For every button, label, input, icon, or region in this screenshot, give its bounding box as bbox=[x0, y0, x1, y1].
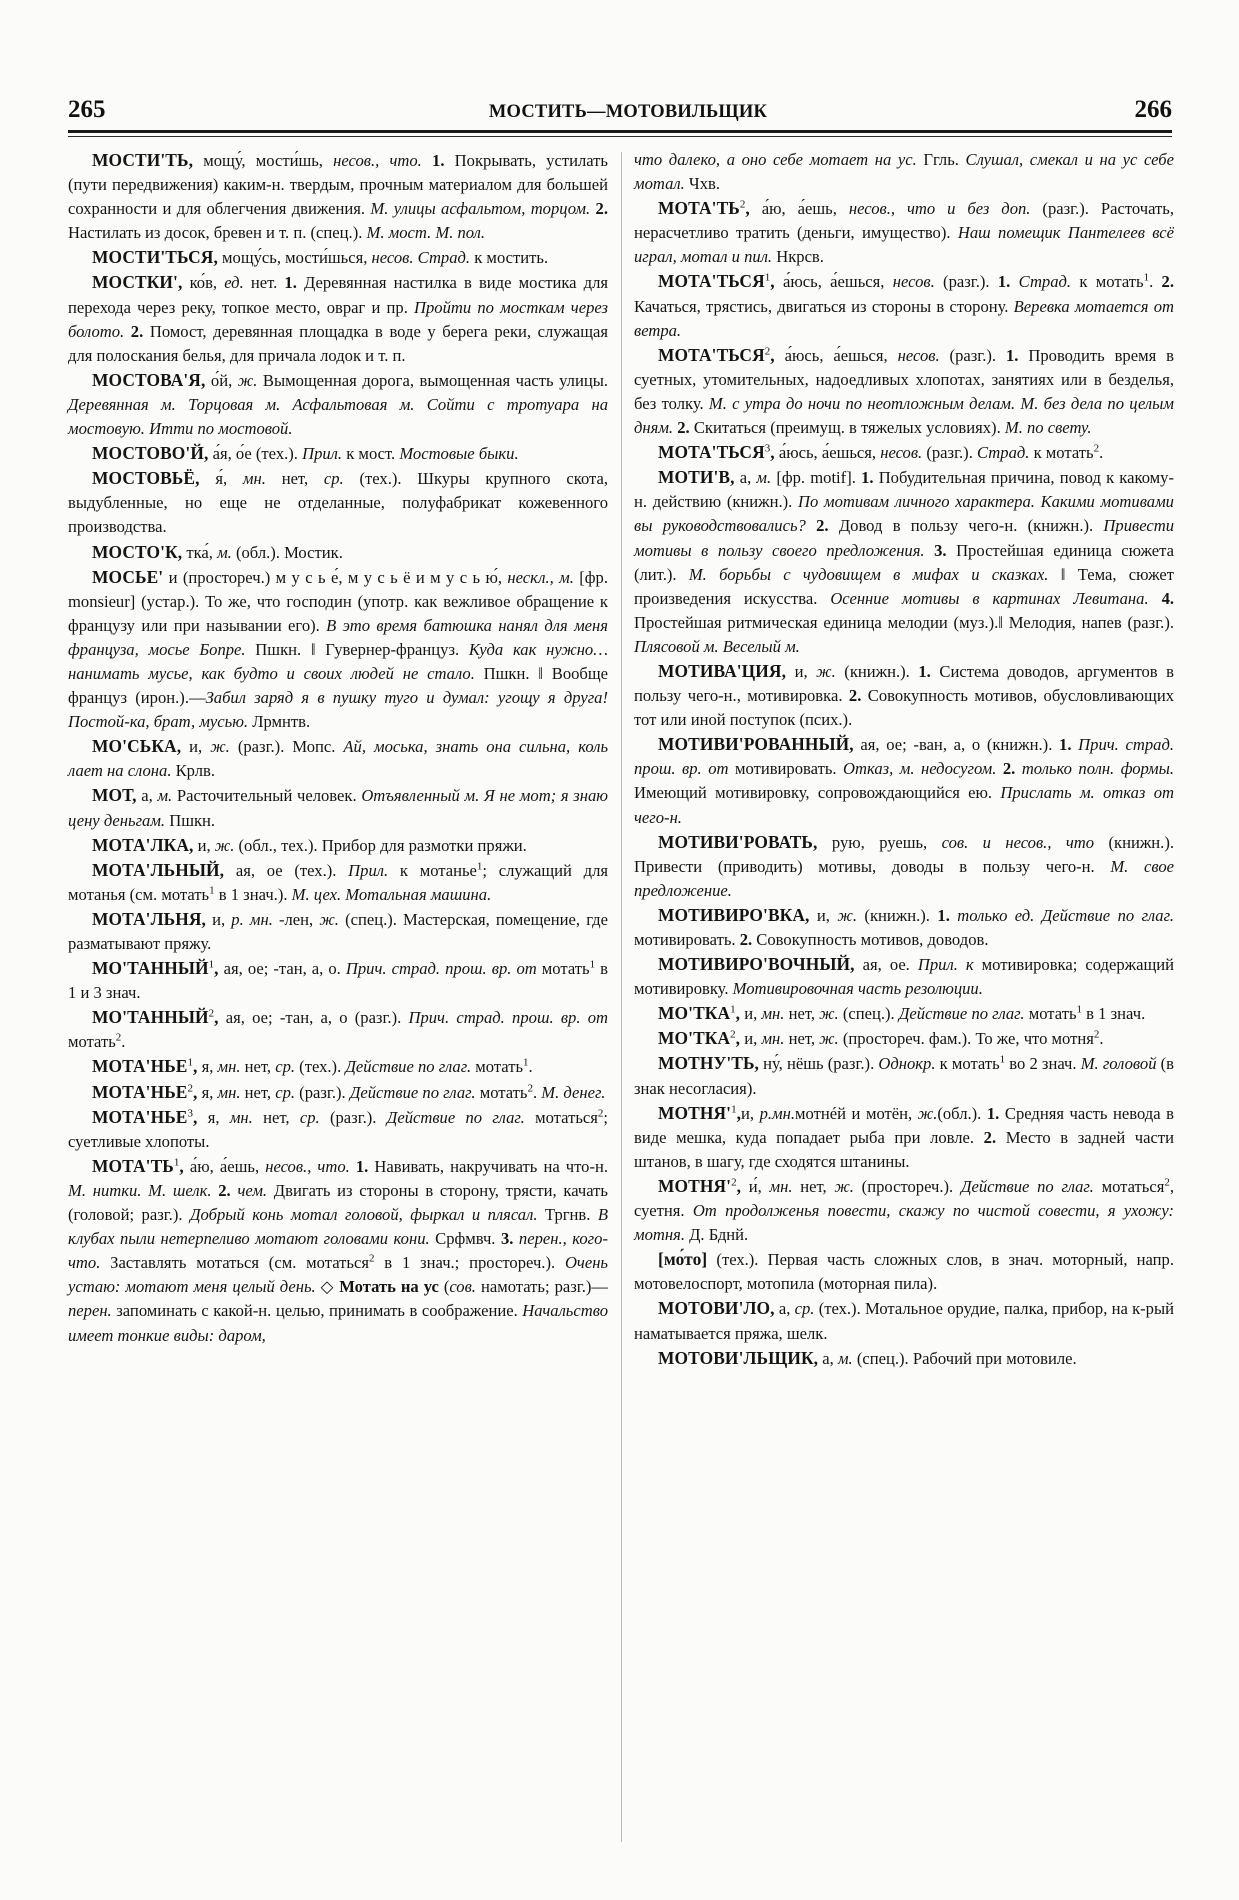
column-left bbox=[68, 148, 621, 1848]
dictionary-entry: МОСТИ'ТЬСЯ, мощу́сь, мости́шься, несов. Страд. к мостить. bbox=[92, 247, 549, 268]
folio-right: 266 bbox=[1134, 96, 1172, 123]
dictionary-entry: МО'ТКА$^2$, и, мн. нет, ж. (простореч. фам.). То же, что мотня$^2$. bbox=[658, 1028, 1104, 1049]
dictionary-entry: МОТА'НЬЕ$^3$, я, мн. нет, ср. (разг.). Действие по глаг. мотаться$^2$; суетливые хлопоты. bbox=[68, 1106, 609, 1151]
dictionary-entry: МОТИВИ'РОВАТЬ, рую, руешь, сов. и несов., что (книжн.). Привести (приводить) мотивы, доводы в пользу чего-н. М. свое предложение. bbox=[634, 831, 1175, 900]
dictionary-entry: МОТА'ЛКА, и, ж. (обл., тех.). Прибор для размотки пряжи. bbox=[92, 834, 527, 855]
dictionary-entry: [мо́то] (тех.). Первая часть сложных слов, в знач. моторный, напр. мотовелоспорт, мотопила (моторная пила). bbox=[634, 1249, 1174, 1294]
dictionary-entry: МОТА'ТЬСЯ$^2$, а́юсь, а́ешься, несов. (разг.). 1. Проводить время в суетных, утомительных, надоедливых хлопотах, занятиях или в безделья, без толку. М. с утра до ночи по неотложным делам. М. без дела по целым дням. 2. Скитаться (преимущ. в тяжелых условиях). М. по свету. bbox=[634, 344, 1174, 438]
dictionary-entry: МОТА'ЛЬНЯ, и, р. мн. -лен, ж. (спец.). Мастерская, помещение, где разматывают пряжу. bbox=[68, 908, 608, 953]
dictionary-entry: МОТИВА'ЦИЯ, и, ж. (книжн.). 1. Система доводов, аргументов в пользу чего-н., мотивировка. 2. Совокупность мотивов, обусловливающих тот или иной поступок (псих.). bbox=[634, 660, 1174, 730]
dictionary-entry: МО'ТКА$^1$, и, мн. нет, ж. (спец.). Действие по глаг. мотать$^1$ в 1 знач. bbox=[658, 1003, 1146, 1024]
running-title: МОСТИТЬ—МОТОВИЛЬЩИК bbox=[488, 101, 768, 122]
dictionary-entry: $МОТНЯ'^2$, и́, мн. нет, ж. (простореч.). Действие по глаг. мотаться$^2$, суетня. От продолженья повести, скажу по чистой совести, я ухожу: мотня. Д. Бднй. bbox=[634, 1175, 1175, 1245]
dictionary-entry: МОТОВИ'ЛЬЩИК, а, м. (спец.). Рабочий при мотовиле. bbox=[658, 1347, 1077, 1368]
dictionary-entry: $МОТА'ТЬ^2$, а́ю, а́ешь, несов., что и без доп. (разг.). Расточать, нерасчетливо тратить (деньги, имущество). Наш помещик Пантелеев всё играл, мотал и пил. Нкрсв. bbox=[634, 198, 1175, 267]
dictionary-entry: МОТНУ'ТЬ, ну́, нёшь (разг.). Однокр. к мотать$^1$ во 2 знач. М. головой (в знак несогласия). bbox=[634, 1053, 1175, 1098]
header-rule-thin bbox=[68, 136, 1172, 137]
dictionary-entry: МОТА'ТЬСЯ$^3$, а́юсь, а́ешься, несов. (разг.). Страд. к мотать$^2$. bbox=[658, 442, 1104, 463]
dictionary-entry: МОСТОВЬЁ, я́, мн. нет, ср. (тех.). Шкуры крупного скота, выдубленные, но еще не отделанные, полуфабрикат кожевенного производства. bbox=[68, 468, 608, 537]
dictionary-entry: $МОТНЯ'^1,и$, р.мн.мотнéй и мотён, ж.(обл.). 1. Средняя часть невода в виде мешка, куда попадает рыба при ловле. 2. Место в задней части штанов, в шагу, где сходятся штанины. bbox=[634, 1102, 1175, 1171]
dictionary-entry: МОТОВИ'ЛО, а, ср. (тех.). Мотальное орудие, палка, прибор, на к-рый наматывается пряжа, шелк. bbox=[634, 1298, 1175, 1343]
dictionary-entry: МОТИ'В, а, м. [фр. motif]. 1. Побудительная причина, повод к какому-н. действию (книжн.). По мотивам личного характера. Какими мотивами вы руководствовались? 2. Довод в пользу чего-н. (книжн.). Привести мотивы в пользу своего предложения. 3. Простейшая единица сюжета (лит.). М. борьбы с чудовищем в мифах и сказках. ‖ Тема, сюжет произведения искусства. Осенние мотивы в картинах Левитана. 4. Простейшая ритмическая единица мелодии (муз.).‖ Мелодия, напев (разг.). Плясовой м. Веселый м. bbox=[634, 467, 1175, 656]
dictionary-entry: МОТА'НЬЕ$^2$, я, мн. нет, ср. (разг.). Действие по глаг. мотать$^2$. М. денег. bbox=[92, 1081, 606, 1102]
dictionary-entry: МОТИВИРО'ВОЧНЫЙ, ая, ое. Прил. к мотивировка; содержащий мотивировку. Мотивировочная часть резолюции. bbox=[634, 954, 1175, 999]
dictionary-entry: МОСТОВО'Й, а́я, о́е (тех.). Прил. к мост. Мостовые быки. bbox=[92, 443, 519, 464]
dictionary-entry: МОСТИ'ТЬ, мощу́, мости́шь, несов., что. 1. Покрывать, устилать (пути передвижения) каким-н. твердым, прочным материалом для большей сохранности и для облегчения движения. М. улицы асфальтом, торцом. 2. Настилать из досок, бревен и т. п. (спец.). М. мост. М. пол. bbox=[68, 150, 609, 243]
header-rule-thick bbox=[68, 130, 1172, 133]
dictionary-entry: МОСТОВА'Я, о́й, ж. Вымощенная дорога, вымощенная часть улицы. Деревянная м. Торцовая м. Асфальтовая м. Сойти с тротуара на мостовую. Итти по мостовой. bbox=[68, 369, 608, 439]
dictionary-entry: $МОТА'ТЬ^1$, а́ю, а́ешь, несов., что. 1. Навивать, накручивать на что-н. М. нитки. М. шелк. 2. чем. Двигать из стороны в сторону, трясти, качать (головой; разг.). Добрый конь мотал головой, фыркал и плясал. Тргнв. В клубах пыли нетерпеливо мотают головами кони. Срфмвч. 3. перен., кого-что. Заставлять мотаться (см. мотаться$^2$ в 1 знач.; простореч.). Очень устаю: мотают меня целый день. ◇ Мотать на ус (сов. намотать; разг.)—перен. запоминать с какой-н. целью, принимать в соображение. Начальство имеет тонкие виды: даром, bbox=[68, 1155, 608, 1345]
dictionary-entry: МО'ТАННЫЙ$^2$, ая, ое; -тан, а, о (разг.). Прич. страд. прош. вр. от мотать$^2$. bbox=[68, 1007, 608, 1052]
two-column-body bbox=[68, 148, 1174, 1848]
dictionary-entry: МОТА'НЬЕ$^1$, я, мн. нет, ср. (тех.). Действие по глаг. мотать$^1$. bbox=[92, 1056, 533, 1077]
folio-left: 265 bbox=[68, 96, 106, 123]
dictionary-entry: МОТА'ТЬСЯ$^1$, а́юсь, а́ешься, несов. (разг.). 1. Страд. к мотать$^1$. 2. Качаться, трястись, двигаться из стороны в сторону. Веревка мотается от ветра. bbox=[634, 271, 1174, 340]
dictionary-entry: МОТ, а, м. Расточительный человек. Отъявленный м. Я не мот; я знаю цену деньгам. Пшкн. bbox=[68, 785, 608, 830]
dictionary-entry: МОСЬЕ' и (простореч.) м у с ь е́, м у с ь ё и м у с ь ю́, нескл., м. [фр. monsieur] (устар.). То же, что господин (употр. как вежливое обращение к французу или при назывании его). В это время батюшка нанял для меня француза, мосье Бопре. Пшкн. ‖ Гувернер-француз. Куда как нужно… нанимать мусье, как будто и своих людей не стало. Пшкн. ‖ Вообще француз (ирон.).—Забил заряд я в пушку туго и думал: угощу я друга! Постой-ка, брат, мусью. Лрмнтв. bbox=[68, 566, 608, 732]
dictionary-entry: МОСТО'К, тка́, м. (обл.). Мостик. bbox=[92, 541, 343, 562]
dictionary-entry: МОТА'ЛЬНЫЙ, ая, ое (тех.). Прил. к мотанье$^1$; служащий для мотанья (см. мотать$^1$ в 1 знач.). М. цех. Мотальная машина. bbox=[68, 859, 608, 904]
dictionary-entry: МОСТКИ', ко́в, ед. нет. 1. Деревянная настилка в виде мостика для перехода через реку, топкое место, овраг и пр. Пройти по мосткам через болото. 2. Помост, деревянная площадка в воде у берега реки, служащая для полоскания белья, для причала лодок и т. п. bbox=[68, 272, 609, 365]
dictionary-entry: МОТИВИ'РОВАННЫЙ, ая, ое; -ван, а, о (книжн.). 1. Прич. страд. прош. вр. от мотивировать. Отказ, м. недосугом. 2. только полн. формы. Имеющий мотивировку, сопровождающийся ею. Прислать м. отказ от чего-н. bbox=[634, 734, 1175, 827]
dictionary-entry: МОТИВИРО'ВКА, и, ж. (книжн.). 1. только ед. Действие по глаг. мотивировать. 2. Совокупность мотивов, доводов. bbox=[634, 904, 1175, 949]
running-head bbox=[68, 88, 1172, 122]
entry-continuation: что далеко, а оно себе мотает на ус. Ггль. Слушал, смекал и на ус себе мотал. Чхв. bbox=[634, 150, 1174, 194]
dictionary-entry: МО'ТАННЫЙ$^1$, ая, ое; -тан, а, о. Прич. страд. прош. вр. от мотать$^1$ в 1 и 3 знач. bbox=[68, 958, 609, 1003]
dictionary-entry: МО'СЬКА, и, ж. (разг.). Мопс. Ай, моська, знать она сильна, коль лает на слона. Крлв. bbox=[68, 736, 608, 781]
column-right bbox=[621, 148, 1174, 1848]
